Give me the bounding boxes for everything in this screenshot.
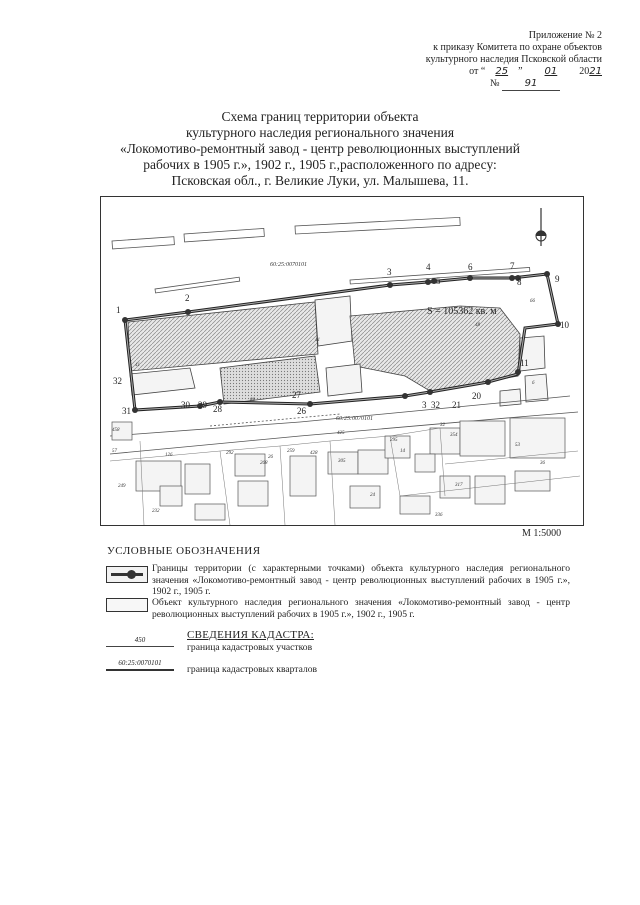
parcel-label: 48 <box>475 323 480 328</box>
legend-title: УСЛОВНЫЕ ОБОЗНАЧЕНИЯ <box>107 545 261 557</box>
date-day: 25 <box>495 66 509 77</box>
parcel-label: 41 <box>315 338 320 343</box>
cadastral-quarter-label: 60:25:0070101 <box>270 262 307 268</box>
date-year-prefix: 20 <box>579 66 590 77</box>
point-label: 28 <box>213 404 222 414</box>
order-number <box>382 78 560 91</box>
parcel-label: 458 <box>112 428 120 433</box>
parcel-label: 6 <box>532 381 535 386</box>
parcel-label: 232 <box>152 509 160 514</box>
legend-object-text: Объект культурного наследия регионального значения «Локомотиво-ремонтный завод - центр революционных выступлений рабочих в 1905 г.», 1902 г., 1905 г. <box>152 597 570 620</box>
point-label: 3 <box>422 400 427 410</box>
order-reference: к приказу Комитета по охране объектов <box>433 42 602 53</box>
cadastral-quarter-label: 60:25:0070101 <box>336 416 373 422</box>
date-sep: ” <box>518 66 523 77</box>
point-label: 27 <box>292 390 301 400</box>
number-value: 91 <box>502 78 560 91</box>
order-date <box>382 66 602 78</box>
parcel-label: 305 <box>338 459 346 464</box>
territory-map <box>100 196 584 526</box>
parcel-label: 249 <box>118 484 126 489</box>
point-label: 31 <box>122 406 131 416</box>
point-label: 32 <box>431 400 440 410</box>
parcel-label: 57 <box>112 449 117 454</box>
point-label: 3 <box>387 267 392 277</box>
parcel-label: 14 <box>400 449 405 454</box>
point-label: 26 <box>297 406 306 416</box>
parcel-label: 317 <box>455 483 463 488</box>
parcel-label: 428 <box>310 451 318 456</box>
point-label: 30 <box>181 400 190 410</box>
point-label: 2 <box>185 293 190 303</box>
parcel-boundary-text: граница кадастровых участков <box>187 642 313 653</box>
cadastre-title: СВЕДЕНИЯ КАДАСТРА: <box>187 629 314 641</box>
parcel-label: 24 <box>370 493 375 498</box>
point-label: 20 <box>472 391 481 401</box>
parcel-label: 295 <box>390 438 398 443</box>
parcel-label: 354 <box>450 433 458 438</box>
appendix-label: Приложение № 2 <box>528 30 602 41</box>
parcel-code-sample: 450 <box>134 636 146 644</box>
date-year: 21 <box>589 66 602 77</box>
parcel-label: 66 <box>530 299 535 304</box>
title-line-1: Схема границ территории объекта <box>221 109 419 124</box>
quarter-code-sample: 60:25:0070101 <box>118 659 162 667</box>
parcel-label: 259 <box>287 449 295 454</box>
parcel-label: 32 <box>440 423 445 428</box>
number-prefix: № <box>489 78 500 89</box>
title-line-2: культурного наследия регионального значения <box>185 125 455 140</box>
date-month: 01 <box>544 66 558 77</box>
point-label: 32 <box>113 376 122 386</box>
title-line-3: «Локомотиво-ремонтный завод - центр революционных выступлений <box>119 141 521 156</box>
point-label: 4 <box>426 262 431 272</box>
point-label: 29 <box>198 400 207 410</box>
boundary-legend-swatch <box>106 566 148 583</box>
title-line-5: Псковская обл., г. Великие Луки, ул. Малышева, 11. <box>171 173 469 188</box>
point-label: 1 <box>116 305 121 315</box>
point-label: 21 <box>452 400 461 410</box>
parcel-label: 292 <box>226 451 234 456</box>
point-label: 10 <box>560 320 569 330</box>
committee-name: культурного наследия Псковской области <box>425 54 602 65</box>
quarter-boundary-line <box>106 669 174 671</box>
point-label: 8 <box>517 277 522 287</box>
parcel-label: 425 <box>337 431 345 436</box>
point-label: 11 <box>520 358 529 368</box>
legend-boundary-text: Границы территории (с характерными точками) объекта культурного наследия регионального значения «Локомотиво-ремонтный завод - центр революционных выступлений рабочих в 1905 г.», 1902 г., 1905 г. <box>152 563 570 597</box>
map-scale: М 1:5000 <box>522 528 562 539</box>
title-line-4: рабочих в 1905 г.», 1902 г., 1905 г.,расположенного по адресу: <box>143 157 497 172</box>
document-header <box>382 30 602 91</box>
parcel-label: 36 <box>540 461 545 466</box>
area-label: S = 105362 кв. м <box>427 306 497 317</box>
point-label: 9 <box>555 274 560 284</box>
parcel-label: 336 <box>435 513 443 518</box>
parcel-label: 88 <box>250 398 255 403</box>
document-title <box>0 109 640 189</box>
parcel-label: 41 <box>135 363 140 368</box>
point-label: 7 <box>510 261 515 271</box>
parcel-label: 268 <box>260 461 268 466</box>
parcel-label: 126 <box>165 453 173 458</box>
date-prefix: от “ <box>469 66 486 77</box>
point-label: 5 <box>436 276 441 286</box>
parcel-label: 26 <box>268 455 273 460</box>
object-legend-swatch <box>106 598 148 612</box>
point-label: 6 <box>468 262 473 272</box>
parcel-boundary-line <box>106 646 174 647</box>
quarter-boundary-text: граница кадастровых кварталов <box>187 664 318 675</box>
parcel-label: 53 <box>515 443 520 448</box>
